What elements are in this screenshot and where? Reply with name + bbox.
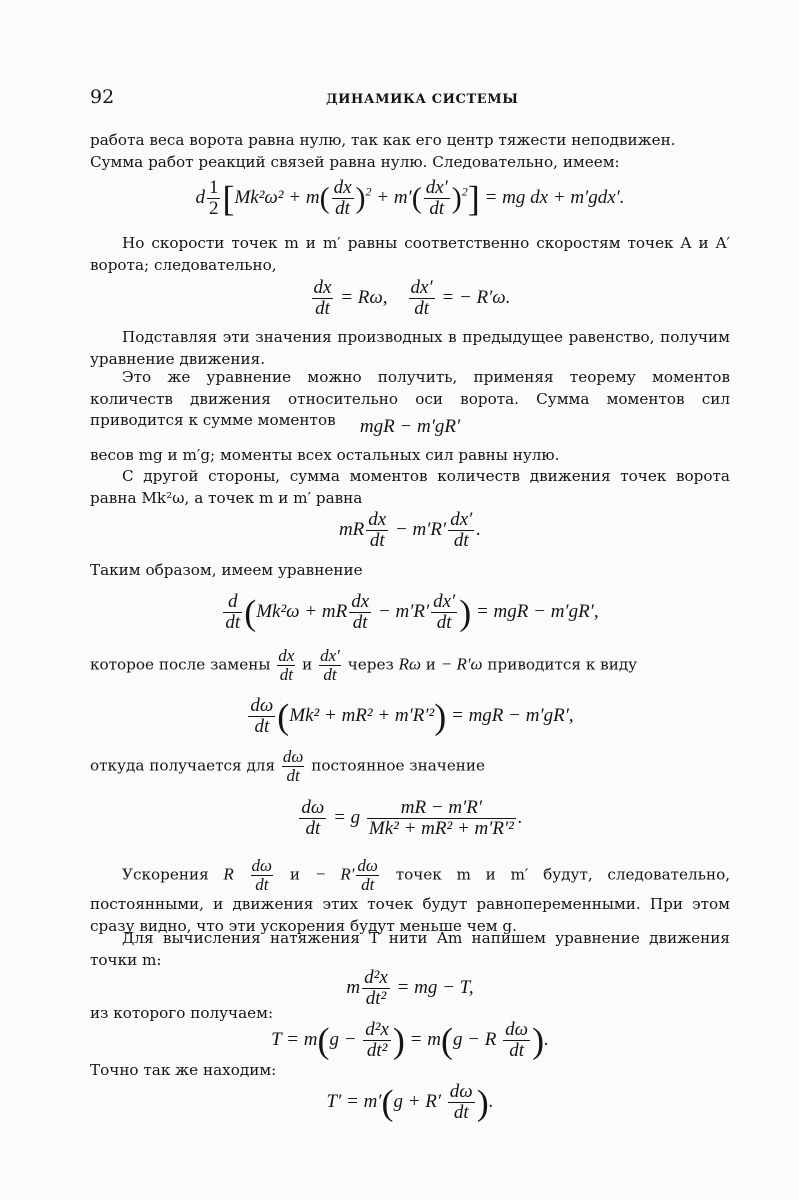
paragraph-5: весов mg и m′g; моменты всех остальных сил равны нулю. xyxy=(90,446,560,464)
equation-8: m $\frac{\text{d²x}}{\text{dt²}}$ = mg − T, xyxy=(346,967,474,1009)
paragraph-13: Точно так же находим: xyxy=(90,1061,277,1079)
paragraph-1: работа веса ворота равна нулю, так как его центр тяжести неподвижен. Сумма работ реакций связей равна нулю. Следовательно, имеем: xyxy=(90,131,676,171)
equation-7: $\frac{d\omega}{dt}$ = g $\frac{mR - m'R'}{\text{Mk² + mR² + m′R′²}}$ . xyxy=(301,797,523,839)
page-number: 92 xyxy=(90,86,115,108)
paragraph-12: из которого получаем: xyxy=(90,1004,274,1022)
equation-5: $\frac{d}{dt}$ (Mk²ω + mR $\frac{dx}{dt}$ − m′R′ $\frac{dx'}{dt}$ ) = mgR − m′gR′, xyxy=(225,591,599,633)
paragraph-3: Подставляя эти значения производных в предыдущее равенство, получим уравнение движения. xyxy=(90,328,730,368)
paragraph-9: откуда получается для $\frac{d\omega}{dt}$ постоянное значение xyxy=(90,747,486,785)
equation-9: T = m(g − $\frac{\text{d²x}}{\text{dt²}}$ ) = m(g − R $\frac{d\omega}{dt}$ ). xyxy=(271,1019,549,1061)
paragraph-7: Таким образом, имеем уравнение xyxy=(90,561,363,579)
paragraph-10: Ускорения R $\frac{d\omega}{dt}$ и − R′ $\frac{d\omega}{dt}$ точек m и m′ будут, следовательно, постоянными, и движения этих точек будут равнопеременными. При этом сразу видно, что эти ускорения будут меньше чем g. xyxy=(90,856,731,935)
paragraph-8: которое после замены $\frac{dx}{dt}$ и $\frac{dx'}{dt}$ через Rω и − R′ω приводится к виду xyxy=(90,646,638,684)
equation-2: $\frac{dx}{dt}$ = Rω, $\frac{dx'}{dt}$ = − R′ω. xyxy=(313,277,511,319)
equation-4: mR $\frac{dx}{dt}$ − m′R′ $\frac{dx'}{dt}$ . xyxy=(338,509,482,551)
page-header xyxy=(90,86,730,116)
equation-3: mgR − m′gR′ xyxy=(359,416,461,437)
equation-6: $\frac{d\omega}{dt}$ (Mk² + mR² + m′R′²) = mgR − m′gR′, xyxy=(250,695,574,737)
paragraph-11: Для вычисления натяжения T нити Am напишем уравнение движения точки m: xyxy=(90,929,730,969)
running-title: ДИНАМИКА СИСТЕМЫ xyxy=(326,92,519,107)
paragraph-6: С другой стороны, сумма моментов количеств движения точек ворота равна Mk²ω, а точек m и m′ равна xyxy=(90,467,730,507)
paragraph-4: Это же уравнение можно получить, применяя теорему моментов количеств движения относительно оси ворота. Сумма моментов сил приводится к сумме моментов xyxy=(90,368,730,430)
equation-1: d $\frac{1}{2}$ [Mk²ω² + m( $\frac{dx}{dt}$ )$^2$ + m′( $\frac{dx'}{dt}$ )$^2$] = mg dx + m′gdx′. xyxy=(195,177,625,219)
equation-10: T′ = m′(g + R′ $\frac{d\omega}{dt}$ ). xyxy=(326,1081,494,1123)
paragraph-2: Но скорости точек m и m′ равны соответственно скоростям точек A и A′ ворота; следовательно, xyxy=(90,234,730,274)
